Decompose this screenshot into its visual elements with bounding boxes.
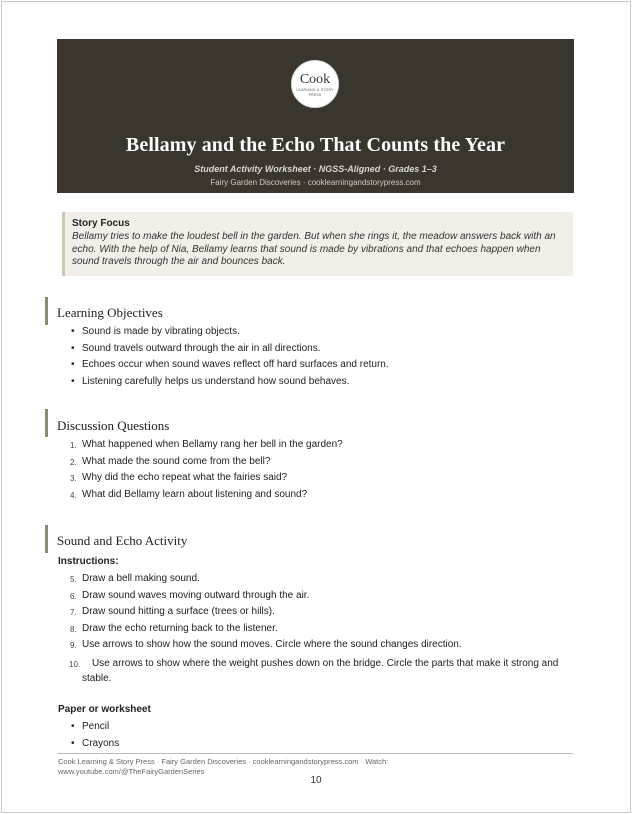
section-accent-bar <box>45 297 48 325</box>
item-number: 2. <box>70 457 77 467</box>
list-item-text: Use arrows to show where the weight pushes down on the bridge. Circle the parts that make it strong and stable. <box>82 658 559 684</box>
activity-heading: Sound and Echo Activity <box>57 533 188 548</box>
story-focus-text: Bellamy tries to make the loudest bell in the garden. But when she rings it, the meadow answers back with an echo. With the help of Nia, Bellamy learns that sound is made by vibrations and that echoes happen when sound travels through the air and bounces back. <box>72 231 556 267</box>
list-item <box>70 439 343 456</box>
item-number: 8. <box>70 624 77 634</box>
objectives-heading: Learning Objectives <box>57 305 163 320</box>
worksheet-title: Bellamy and the Echo That Counts the Year <box>125 134 506 156</box>
list-item <box>70 606 462 623</box>
list-item <box>70 589 462 607</box>
item-number: 7. <box>70 608 77 617</box>
list-item-text: Crayons <box>82 737 120 749</box>
bullet-icon: • <box>71 737 75 749</box>
list-item <box>71 737 120 755</box>
objectives-list <box>71 326 389 392</box>
list-item <box>71 359 389 376</box>
list-item-text: Draw sound hitting a surface (trees or hills). <box>82 606 275 617</box>
item-number: 10. <box>69 660 81 669</box>
story-focus-box <box>62 212 573 276</box>
item-number: 4. <box>70 490 77 500</box>
bullet-icon: • <box>71 359 75 370</box>
list-item-text: Sound travels outward through the air in all directions. <box>82 342 321 354</box>
item-number: 5. <box>70 575 77 584</box>
list-item <box>70 639 462 656</box>
list-item <box>70 488 343 506</box>
list-item-text: Listening carefully helps us understand how sound behaves. <box>82 375 350 387</box>
materials-label: Paper or worksheet <box>58 704 151 715</box>
list-item <box>70 622 462 640</box>
bullet-icon: • <box>71 721 75 732</box>
list-item-text: Echoes occur when sound waves reflect off hard surfaces and return. <box>82 359 389 370</box>
activity-list <box>70 573 462 656</box>
list-item-text: Draw a bell making sound. <box>82 573 200 584</box>
list-item <box>71 721 119 738</box>
logo-word: Cook <box>299 72 331 87</box>
bullet-icon: • <box>71 326 75 337</box>
list-item-text: Draw sound waves moving outward through the air. <box>82 589 310 601</box>
list-item-text: Why did the echo repeat what the fairies said? <box>82 472 288 483</box>
discussion-heading: Discussion Questions <box>57 418 170 433</box>
list-item <box>70 472 343 489</box>
discussion-list <box>70 439 343 505</box>
list-item-text: Pencil <box>82 721 110 732</box>
section-accent-bar <box>45 409 48 437</box>
list-item-text: Use arrows to show how the sound moves. Circle where the sound changes direction. <box>82 639 462 650</box>
page-number: 10 <box>310 775 322 786</box>
list-item <box>69 656 572 686</box>
list-item <box>71 342 389 360</box>
item-number: 3. <box>70 474 77 483</box>
list-item <box>71 375 389 393</box>
section-accent-bar <box>45 525 48 553</box>
footer-divider <box>58 753 573 754</box>
logo-subtitle: LEARNING & STORY PRESS <box>296 88 334 97</box>
materials-list <box>71 721 120 754</box>
list-item-text: What did Bellamy learn about listening and sound? <box>82 488 308 500</box>
instructions-label: Instructions: <box>58 556 119 567</box>
worksheet-byline: Fairy Garden Discoveries · cooklearningandstorypress.com <box>210 178 421 187</box>
worksheet-subtitle: Student Activity Worksheet · NGSS-Aligned · Grades 1–3 <box>194 164 437 174</box>
footer-text: Cook Learning & Story Press · Fairy Garden Discoveries · cooklearningandstorypress.com · Watch: www.youtube.com/@TheFairyGardenSeries <box>58 757 389 776</box>
publisher-logo <box>291 60 339 108</box>
list-item-text: Sound is made by vibrating objects. <box>82 326 240 337</box>
item-number: 1. <box>70 441 77 450</box>
bullet-icon: • <box>71 342 75 354</box>
list-item <box>70 573 462 590</box>
item-number: 6. <box>70 591 77 601</box>
bullet-icon: • <box>71 375 75 387</box>
item-number: 9. <box>70 641 77 650</box>
list-item <box>71 326 389 343</box>
list-item-text: Draw the echo returning back to the listener. <box>82 622 278 634</box>
list-item <box>70 455 343 473</box>
list-item-text: What happened when Bellamy rang her bell in the garden? <box>82 439 343 450</box>
story-focus-heading: Story Focus <box>72 218 130 229</box>
header-banner <box>57 39 574 193</box>
list-item-text: What made the sound come from the bell? <box>82 455 271 467</box>
